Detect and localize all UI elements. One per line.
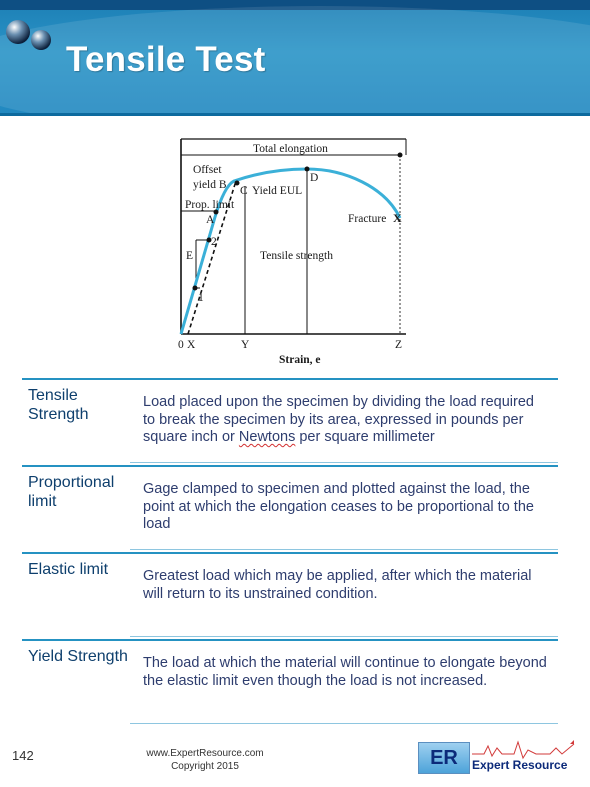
row-divider (22, 378, 558, 380)
row-divider (22, 639, 558, 641)
definition-term: Proportional limit (28, 474, 115, 510)
description-text-tail: per square millimeter (295, 429, 435, 445)
definition-description: Greatest load which may be applied, after which the material will return to its unstrained condition. (143, 568, 532, 602)
row-divider (22, 552, 558, 554)
definition-row-yield-strength (22, 639, 558, 727)
er-logo-box: ER (418, 742, 470, 774)
footer-credits (130, 747, 280, 773)
row-divider (22, 465, 558, 467)
definition-term: Tensile Strength (28, 387, 89, 423)
definition-description (143, 394, 548, 447)
row-bottom-rule (130, 636, 558, 637)
prop-limit-label: Prop. limit (185, 199, 235, 211)
footer-copyright: Copyright 2015 (171, 761, 239, 772)
definition-row-elastic-limit (22, 552, 558, 640)
point-d-marker (305, 167, 310, 172)
row-bottom-rule (130, 723, 558, 724)
point-1-marker (193, 286, 198, 291)
x-tick-0: 0 (178, 339, 184, 351)
definition-term: Yield Strength (28, 648, 128, 665)
fracture-label: Fracture (348, 213, 387, 225)
row-bottom-rule (130, 549, 558, 550)
spellcheck-flagged-word: Newtons (238, 429, 296, 445)
fracture-x-mark: X (393, 211, 402, 225)
x-axis-label: Strain, e (279, 354, 321, 366)
slide-header (0, 0, 590, 116)
expert-resource-logo (418, 738, 582, 774)
e-label: E (186, 250, 194, 262)
x-tick-x: X (187, 339, 196, 351)
point-a-label: A (206, 214, 215, 226)
slide-title: Tensile Test (66, 40, 266, 79)
total-elongation-marker (398, 153, 403, 158)
offset-yield-label-2: yield B (193, 179, 227, 191)
definition-description: The load at which the material will continue to elongate beyond the elastic limit even though the load is not increased. (143, 655, 547, 689)
point-c-label: C (240, 185, 248, 197)
yield-eul-label: Yield EUL (252, 185, 303, 197)
description-text: Load placed upon the specimen by dividing the load required to break the specimen by its area, expressed in pounds per square inch or (143, 394, 534, 445)
definition-description: Gage clamped to specimen and plotted against the load, the point at which the elongation ceases to be proportional to the load (143, 481, 534, 532)
globe-logo-icon (4, 16, 56, 58)
definition-term: Elastic limit (28, 561, 109, 578)
total-elongation-label: Total elongation (253, 143, 328, 155)
heartbeat-line-icon (470, 738, 582, 760)
page-number: 142 (12, 748, 34, 763)
tensile-strength-label: Tensile strength (260, 250, 333, 262)
x-tick-z: Z (395, 339, 403, 351)
definition-row-proportional-limit (22, 465, 558, 553)
offset-yield-label-1: Offset (193, 164, 222, 176)
footer-website: www.ExpertResource.com (146, 748, 264, 759)
header-underline (0, 113, 590, 116)
stress-strain-diagram (170, 132, 418, 372)
row-bottom-rule (130, 462, 558, 463)
point-b-marker (235, 181, 240, 186)
point-1-label: 1 (198, 292, 204, 304)
x-tick-y: Y (241, 339, 250, 351)
brand-name: Expert Resource (472, 758, 568, 772)
point-d-label: D (310, 172, 319, 184)
definition-row-tensile-strength (22, 378, 558, 466)
point-2-label: 2 (211, 236, 217, 248)
